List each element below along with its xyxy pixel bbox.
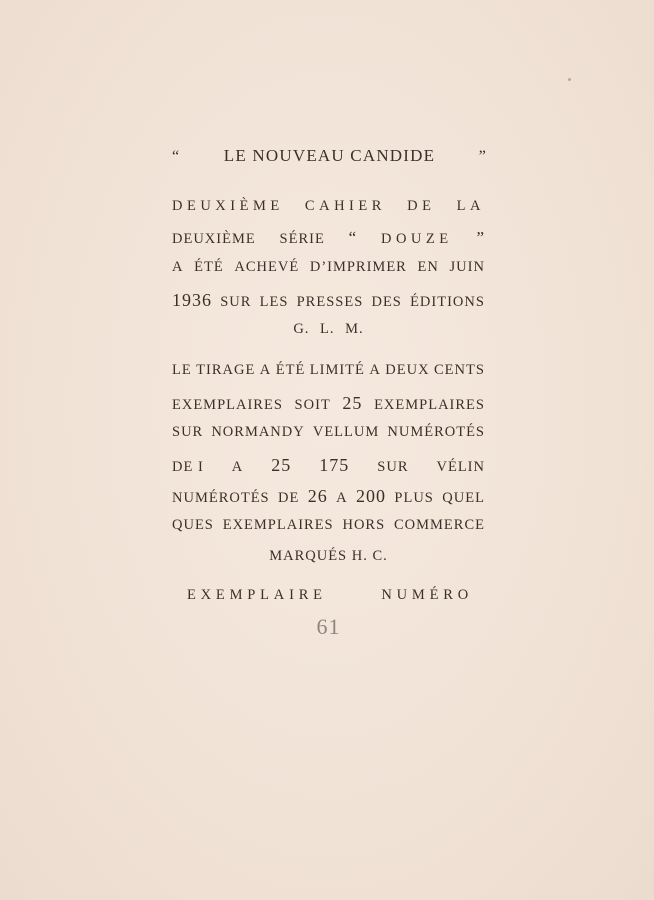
- colophon-line-12: [172, 548, 485, 565]
- year: 1936: [172, 290, 212, 310]
- colophon-line-11: [172, 517, 485, 534]
- word: TIRAGE: [196, 362, 256, 378]
- colophon-line-5: [172, 321, 485, 338]
- copy-label: EXEMPLAIRE: [187, 587, 327, 603]
- word: DE: [407, 198, 436, 214]
- word: DOUZE: [380, 231, 453, 247]
- word: A: [231, 459, 244, 475]
- number: 26: [307, 486, 328, 506]
- word: CENTS: [434, 362, 485, 378]
- word: EN: [417, 259, 439, 275]
- word: COMMERCE: [394, 517, 485, 533]
- number: 200: [356, 486, 387, 506]
- word: A: [259, 362, 272, 378]
- printer-initials: G. L. M.: [293, 321, 364, 337]
- word: JUIN: [449, 259, 485, 275]
- word: ACHEVÉ: [234, 259, 300, 275]
- word: D’IMPRIMER: [309, 259, 407, 275]
- word: PLUS: [394, 490, 434, 506]
- word: A: [172, 259, 184, 275]
- colophon-line-4: [172, 290, 485, 311]
- paper-speck: [568, 78, 571, 81]
- number: 25: [271, 455, 292, 475]
- word: ÉTÉ: [194, 259, 224, 275]
- colophon-line-1: [172, 198, 485, 215]
- word: NUMÉROTÉS: [172, 490, 270, 506]
- word: SUR: [220, 294, 252, 310]
- word: LIMITÉ: [309, 362, 365, 378]
- word: LA: [456, 198, 485, 214]
- word: DEUXIÈME: [172, 198, 284, 214]
- word: QUEL: [442, 490, 485, 506]
- word: NUMÉROTÉS: [387, 424, 485, 440]
- title-close-quote: ”: [478, 148, 487, 165]
- close-quote: ”: [476, 228, 485, 247]
- colophon-line-7: [172, 393, 485, 414]
- colophon-line-3: [172, 259, 485, 276]
- colophon-line-6: [172, 362, 485, 379]
- number: 25: [342, 393, 363, 413]
- word: EXEMPLAIRES: [374, 397, 485, 413]
- word: SUR: [377, 459, 409, 475]
- word: HORS: [342, 517, 386, 533]
- word: DEUXIÈME: [172, 231, 256, 247]
- open-quote: “: [348, 228, 358, 247]
- word: A: [336, 490, 348, 506]
- word: DEUX: [385, 362, 430, 378]
- number: 175: [319, 455, 350, 475]
- colophon-line-8: [172, 424, 485, 441]
- word: A: [369, 362, 381, 378]
- word: DES: [371, 294, 402, 310]
- word: LE: [172, 362, 192, 378]
- word: QUES: [172, 517, 214, 533]
- copy-number: 61: [316, 614, 341, 639]
- title-text: LE NOUVEAU CANDIDE: [223, 146, 436, 165]
- hors-commerce-note: MARQUÉS H. C.: [269, 548, 388, 564]
- word: LES: [259, 294, 289, 310]
- colophon-line-13: [187, 587, 473, 604]
- colophon-line-10: [172, 486, 485, 507]
- word: SUR: [172, 424, 204, 440]
- title-open-quote: “: [172, 148, 181, 165]
- word: VÉLIN: [436, 459, 485, 475]
- word: PRESSES: [296, 294, 364, 310]
- copy-label: NUMÉRO: [381, 587, 473, 603]
- word: EXEMPLAIRES: [172, 397, 283, 413]
- word: CAHIER: [304, 198, 386, 214]
- word: VELLUM: [312, 424, 380, 440]
- word: ÉTÉ: [275, 362, 306, 378]
- word: EXEMPLAIRES: [222, 517, 334, 533]
- colophon-line-2: [172, 228, 485, 248]
- word: NORMANDY: [211, 424, 305, 440]
- word: DE I: [172, 459, 204, 475]
- word: SOIT: [294, 397, 331, 413]
- word: SÉRIE: [279, 231, 325, 247]
- title-line: [172, 146, 487, 166]
- word: ÉDITIONS: [410, 294, 485, 310]
- word: DE: [278, 490, 300, 506]
- colophon-line-9: [172, 455, 485, 476]
